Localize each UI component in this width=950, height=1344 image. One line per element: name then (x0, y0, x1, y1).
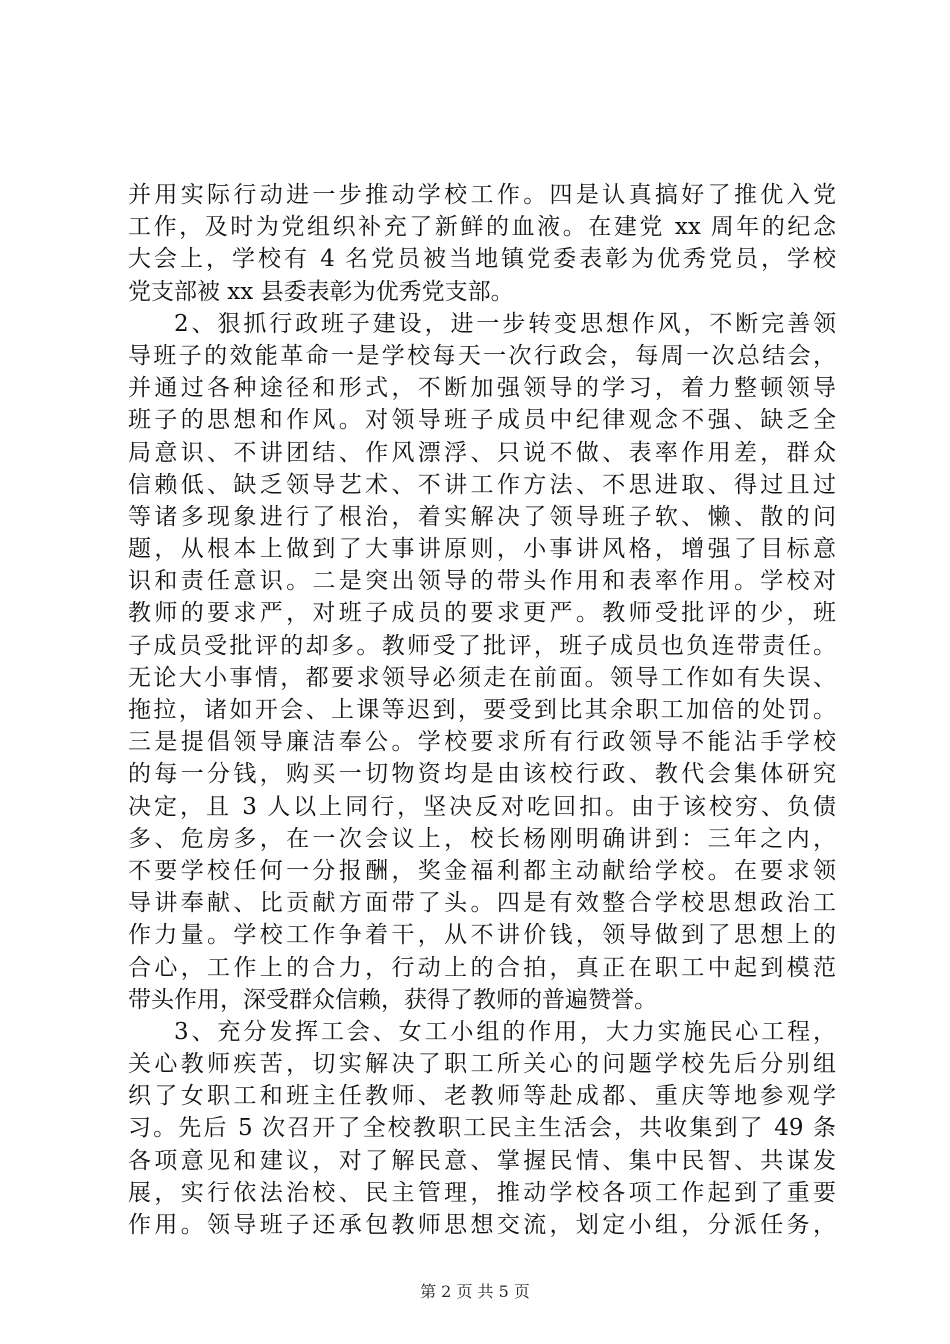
text-line: 工作，及时为党组织补充了新鲜的血液。在建党 xx 周年的纪念 (128, 214, 836, 241)
body-text (128, 179, 836, 1241)
text-line: 各项意见和建议，对了解民意、掌握民情、集中民智、共谋发 (128, 1147, 836, 1174)
paragraph-start-line: 3、充分发挥工会、女工小组的作用，大力实施民心工程， (174, 1018, 836, 1045)
text-line: 并用实际行动进一步推动学校工作。四是认真搞好了推优入党 (128, 182, 836, 208)
text-line: 信赖低、缺乏领导艺术、不讲工作方法、不思进取、得过且过 (128, 471, 836, 498)
text-line: 教师的要求严，对班子成员的要求更严。教师受批评的少，班 (128, 600, 836, 627)
page-number-footer: 第 2 页 共 5 页 (420, 1282, 530, 1301)
text-line: 合心，工作上的合力，行动上的合拍，真正在职工中起到模范 (128, 954, 836, 981)
text-line: 三是提倡领导廉洁奉公。学校要求所有行政领导不能沾手学校 (128, 729, 836, 756)
text-line: 班子的思想和作风。对领导班子成员中纪律观念不强、缺乏全 (128, 407, 836, 434)
text-line: 导讲奉献、比贡献方面带了头。四是有效整合学校思想政治工 (128, 890, 836, 917)
text-line: 多、危房多，在一次会议上，校长杨刚明确讲到：三年之内， (128, 825, 836, 852)
text-line: 的每一分钱，购买一切物资均是由该校行政、教代会集体研究 (128, 761, 836, 788)
text-line: 识和责任意识。二是突出领导的带头作用和表率作用。学校对 (128, 568, 836, 595)
text-line: 子成员受批评的却多。教师受了批评，班子成员也负连带责任。 (128, 632, 836, 659)
text-line: 决定，且 3 人以上同行，坚决反对吃回扣。由于该校穷、负债 (128, 793, 836, 820)
text-line: 党支部被 xx 县委表彰为优秀党支部。 (128, 278, 514, 305)
text-line: 无论大小事情，都要求领导必须走在前面。领导工作如有失误、 (128, 664, 836, 691)
text-line: 导班子的效能革命一是学校每天一次行政会，每周一次总结会， (128, 342, 836, 369)
text-line: 不要学校任何一分报酬，奖金福利都主动献给学校。在要求领 (128, 857, 836, 884)
text-line: 展，实行依法治校、民主管理，推动学校各项工作起到了重要 (128, 1179, 836, 1206)
text-line: 大会上，学校有 4 名党员被当地镇党委表彰为优秀党员，学校 (128, 246, 836, 273)
text-line: 作力量。学校工作争着干，从不讲价钱，领导做到了思想上的 (128, 922, 836, 949)
text-line: 带头作用，深受群众信赖，获得了教师的普遍赞誉。 (128, 986, 657, 1013)
text-line: 并通过各种途径和形式，不断加强领导的学习，着力整顿领导 (128, 375, 836, 402)
text-line: 关心教师疾苦，切实解决了职工所关心的问题学校先后分别组 (128, 1051, 836, 1078)
text-line: 作用。领导班子还承包教师思想交流，划定小组，分派任务， (128, 1212, 836, 1238)
text-line: 织了女职工和班主任教师、老教师等赴成都、重庆等地参观学 (128, 1083, 836, 1110)
text-line: 题，从根本上做到了大事讲原则，小事讲风格，增强了目标意 (128, 536, 836, 563)
text-line: 习。先后 5 次召开了全校教职工民主生活会，共收集到了 49 条 (128, 1115, 836, 1142)
text-line: 等诸多现象进行了根治，着实解决了领导班子软、懒、散的问 (128, 503, 836, 530)
text-line: 拖拉，诸如开会、上课等迟到，要受到比其余职工加倍的处罚。 (128, 697, 836, 723)
text-line: 局意识、不讲团结、作风漂浮、只说不做、表率作用差，群众 (128, 439, 836, 466)
paragraph-start-line: 2、狠抓行政班子建设，进一步转变思想作风，不断完善领 (174, 310, 836, 337)
